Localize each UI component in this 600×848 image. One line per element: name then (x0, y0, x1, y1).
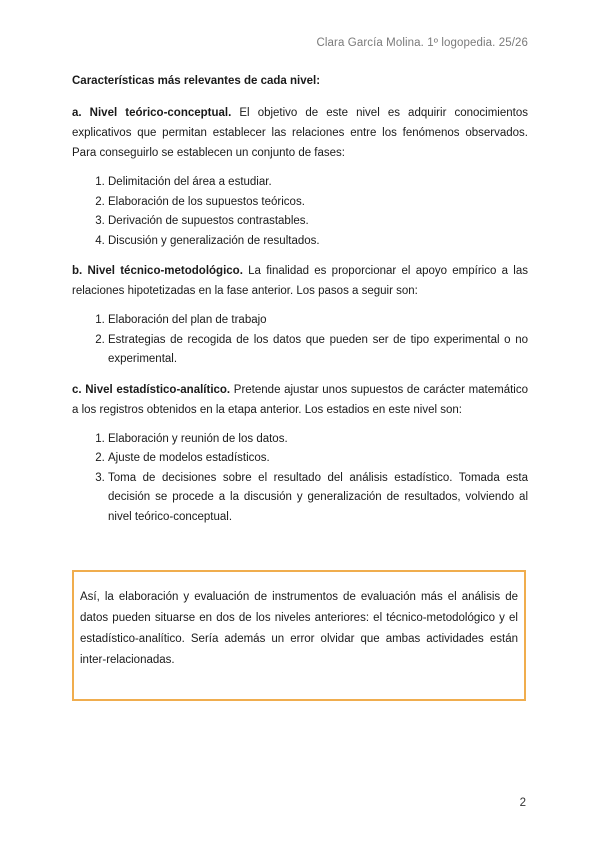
list-item: 3. Derivación de supuestos contrastables. (108, 212, 528, 232)
section-c-text: Pretende ajustar unos supuestos de carácter matemático a los registros obtenidos en la etapa anterior. Los estadios en este nivel son: (72, 383, 528, 416)
list-item: 1. Elaboración del plan de trabajo (108, 311, 528, 331)
section-c-list (72, 430, 528, 528)
section-a-paragraph (72, 103, 528, 163)
note-text: Así, la elaboración y evaluación de instrumentos de evaluación más el análisis de datos pueden situarse en dos de los niveles anteriores: el técnico-metodológico y el estadístico-analítico. Sería además un error olvidar que ambas actividades están inter-relacionadas. (80, 591, 518, 666)
section-b-text: La finalidad es proporcionar el apoyo empírico a las relaciones hipotetizadas en la fase anterior. Los pasos a seguir son: (72, 265, 528, 297)
list-item: 1. Elaboración y reunión de los datos. (108, 430, 528, 450)
section-c-paragraph (72, 380, 528, 420)
list-item: 2. Ajuste de modelos estadísticos. (108, 449, 528, 469)
section-b-list (72, 311, 528, 370)
list-item: 3. Toma de decisiones sobre el resultado del análisis estadístico. Tomada esta decisión se procede a la discusión y generalización de resultados, volviendo al nivel teórico-conceptual. (108, 469, 528, 528)
section-b-paragraph (72, 261, 528, 301)
main-content (72, 71, 528, 537)
section-a-title: a. Nivel teórico-conceptual. (72, 107, 232, 119)
list-item: 4. Discusión y generalización de resultados. (108, 232, 528, 252)
list-item: 2. Elaboración de los supuestos teóricos. (108, 193, 528, 213)
page-header: Clara García Molina. 1º logopedia. 25/26 (316, 37, 528, 49)
list-item: 2. Estrategias de recogida de los datos que pueden ser de tipo experimental o no experimental. (108, 331, 528, 370)
section-a-text: El objetivo de este nivel es adquirir conocimientos explicativos que permitan establecer las relaciones entre los fenómenos observados. Para conseguirlo se establecen un conjunto de fases: (72, 107, 528, 159)
section-heading: Características más relevantes de cada nivel: (72, 75, 321, 87)
section-c-title: c. Nivel estadístico-analítico. (72, 383, 231, 396)
list-item: 1. Delimitación del área a estudiar. (108, 173, 528, 193)
note-box (72, 570, 526, 701)
page-number: 2 (519, 797, 526, 809)
section-a-list (72, 173, 528, 251)
section-b-title: b. Nivel técnico-metodológico. (72, 265, 243, 277)
